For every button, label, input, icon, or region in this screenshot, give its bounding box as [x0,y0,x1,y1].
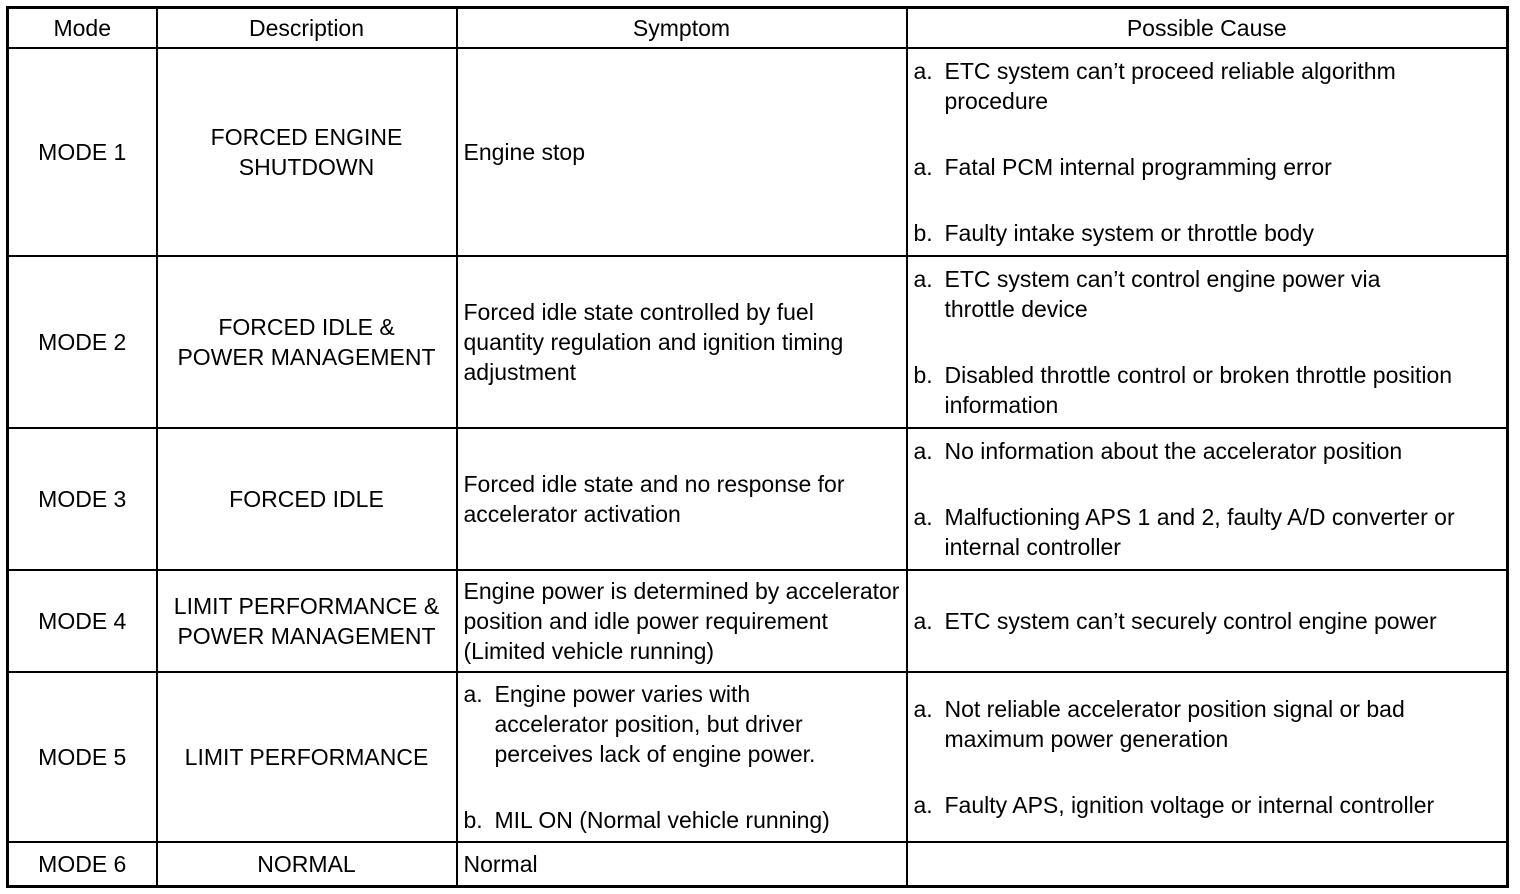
symptom-cell: Engine power is determined by accelerator position and idle power requirement (Limited vehicle running) [457,570,907,672]
possible-cause-cell [907,256,1508,428]
cause-text: ETC system can’t proceed reliable algorithm procedure [944,58,1396,114]
cause-letter: a. [913,438,933,464]
symptom-text: MIL ON (Normal vehicle running) [494,807,830,833]
description-text: LIMIT PERFORMANCE [184,744,429,770]
possible-cause-cell [907,428,1508,570]
symptom-cell [457,672,907,842]
description-cell [157,48,457,256]
table-row-mode-5 [8,672,1508,842]
cause-text: Fatal PCM internal programming error [944,154,1332,180]
cause-text: Not reliable accelerator position signal or bad maximum power generation [944,696,1405,752]
description-text: FORCED ENGINE SHUTDOWN [210,124,403,180]
cause-item [914,56,1501,116]
table-row-mode-3 [8,428,1508,570]
cause-letter: a. [913,58,933,84]
cause-item [914,502,1501,562]
description-text: FORCED IDLE [229,486,384,512]
description-cell [157,570,457,672]
symptom-letter: b. [463,807,483,833]
possible-cause-cell [907,570,1508,672]
symptom-cell: Normal [457,842,907,886]
description-cell [157,428,457,570]
cause-letter: a. [913,266,933,292]
table-row-mode-2 [8,256,1508,428]
symptom-item [464,805,900,835]
table-row-mode-6 [8,842,1508,886]
cause-text: ETC system can’t securely control engine power [944,608,1437,634]
cause-text: Malfuctioning APS 1 and 2, faulty A/D converter or internal controller [944,504,1455,560]
description-text: NORMAL [257,850,356,877]
description-cell [157,842,457,886]
cause-letter: b. [913,220,933,246]
mode-cell: MODE 4 [8,570,157,672]
symptom-item [464,679,900,769]
symptom-cell: Engine stop [457,48,907,256]
fail-safe-mode-table-container [6,6,1506,886]
header-description: Description [157,8,457,49]
symptom-letter: a. [463,681,483,707]
header-row [8,8,1508,49]
cause-item [914,606,1501,636]
table-row-mode-1 [8,48,1508,256]
cause-letter: a. [913,608,933,634]
cause-letter: a. [913,154,933,180]
symptom-cell: Forced idle state controlled by fuel quantity regulation and ignition timing adjustment [457,256,907,428]
cause-item [914,264,1501,324]
cause-item [914,694,1501,754]
mode-cell: MODE 1 [8,48,157,256]
description-text: LIMIT PERFORMANCE & POWER MANAGEMENT [173,593,440,649]
cause-text: No information about the accelerator position [944,438,1403,464]
symptom-cell: Forced idle state and no response for accelerator activation [457,428,907,570]
header-mode: Mode [8,8,157,49]
cause-text: Disabled throttle control or broken throttle position information [944,362,1453,418]
cause-item [914,436,1501,466]
possible-cause-cell [907,672,1508,842]
cause-item [914,152,1501,182]
cause-item [914,218,1501,248]
description-text: FORCED IDLE & POWER MANAGEMENT [177,314,436,370]
mode-cell: MODE 6 [8,842,157,886]
cause-text: Faulty APS, ignition voltage or internal controller [944,792,1435,818]
mode-cell: MODE 2 [8,256,157,428]
description-cell [157,256,457,428]
mode-cell: MODE 3 [8,428,157,570]
possible-cause-cell-empty [907,842,1508,886]
cause-item [914,360,1501,420]
symptom-text: Engine power varies with accelerator position, but driver perceives lack of engine power. [494,681,816,767]
cause-text: ETC system can’t control engine power via throttle device [944,266,1381,322]
mode-cell: MODE 5 [8,672,157,842]
header-possible-cause: Possible Cause [907,8,1508,49]
header-symptom: Symptom [457,8,907,49]
table-row-mode-4 [8,570,1508,672]
cause-letter: a. [913,696,933,722]
cause-letter: a. [913,504,933,530]
description-cell [157,672,457,842]
cause-letter: b. [913,362,933,388]
cause-text: Faulty intake system or throttle body [944,220,1314,246]
cause-letter: a. [913,792,933,818]
fail-safe-mode-table [6,6,1509,888]
possible-cause-cell [907,48,1508,256]
cause-item [914,790,1501,820]
